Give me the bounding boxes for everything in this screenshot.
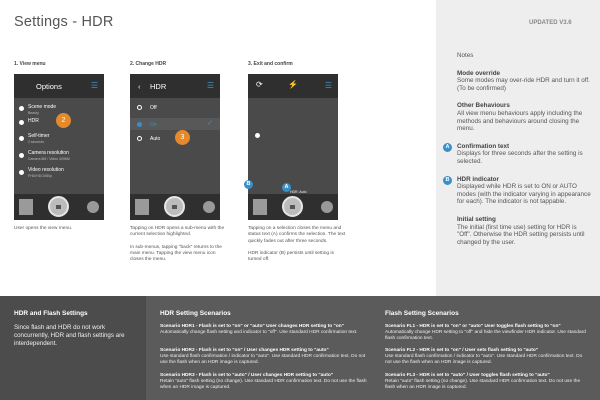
scenarios-band bbox=[0, 296, 600, 400]
menu-title: Options bbox=[36, 82, 62, 91]
menu-item-self-timer[interactable] bbox=[28, 133, 49, 144]
step-text-line: Tapping on a selection closes the menu and status text (A) confirms the selection. The text quickly fades out after three seconds. bbox=[248, 226, 346, 244]
checkmark-icon: ✓ bbox=[207, 120, 213, 127]
option-auto[interactable]: Auto bbox=[150, 136, 161, 142]
scenario-body: Use standard flash confirmation / indicator to "auto". Use standard HDR confirmation text. Do not use the flash when an HDR image is captured. bbox=[385, 354, 583, 365]
scenario-body: Automatically change HDR setting to "off" and hide the viewfinder HDR indicator. Use standard flash confirmation text. bbox=[385, 330, 586, 341]
scenario-head: Scenario HDR3 - Flash is set to "auto" / User changes HDR setting to "auto" bbox=[160, 373, 334, 378]
video-button[interactable] bbox=[87, 201, 99, 213]
scenario-body: Automatically change flash setting and indicator to "off". Use standard HDR confirmation text. bbox=[160, 330, 358, 335]
scenario-head: Scenario FL3 - HDR is set to "auto" / User toggles flash setting to "auto" bbox=[385, 373, 550, 378]
step-3-label: 3. Exit and confirm bbox=[248, 61, 293, 67]
note-body: Some modes may over-ride HDR and turn it off. (To be confirmed) bbox=[457, 77, 590, 92]
step-text-line: User opens the view menu. bbox=[14, 226, 73, 231]
menu-item-label: Self-timer bbox=[28, 133, 50, 139]
note-title: Initial setting bbox=[457, 215, 496, 223]
note-body: Displayed while HDR is set to ON or AUTO modes (with the indicator varying in appearance for each). The indicator is not tappable. bbox=[457, 183, 591, 206]
radio-on-icon bbox=[137, 122, 142, 127]
menu-item-label: Camera resolution bbox=[28, 150, 69, 156]
version-label: UPDATED V3.6 bbox=[529, 20, 572, 26]
flash-hdr-body: Since flash and HDR do not work concurrently, HDR and flash settings are interdependent. bbox=[14, 324, 125, 347]
note-title: Mode override bbox=[457, 69, 501, 77]
scenario-hdr1 bbox=[160, 324, 370, 336]
notes-heading: Notes bbox=[457, 52, 474, 59]
scenario-body: Retain "auto" flash setting (no change). Use standard HDR confirmation text. Do not use the flash when an HDR image is captured. bbox=[385, 379, 581, 390]
step-2-label: 2. Change HDR bbox=[130, 61, 167, 67]
scenario-head: Scenario HDR1 - Flash is set to "on" or "auto" User changes HDR setting to "on" bbox=[160, 324, 344, 329]
step-1-label: 1. View menu bbox=[14, 61, 46, 67]
note-other-behaviours bbox=[457, 102, 591, 132]
scenario-fl1 bbox=[385, 324, 590, 342]
note-title: Other Behaviours bbox=[457, 102, 510, 110]
scene-mode-icon bbox=[19, 106, 24, 111]
scenario-head: Scenario FL2 - HDR is set to "on" / User sets flash setting to "auto" bbox=[385, 348, 539, 353]
menu-icon[interactable]: ☰ bbox=[90, 81, 98, 90]
hdr-scenarios-title: HDR Setting Scenarios bbox=[160, 310, 231, 317]
gallery-thumbnail[interactable] bbox=[135, 199, 149, 215]
step-text-line: HDR indicator (B) persists until setting is turned off. bbox=[248, 250, 334, 263]
scenario-hdr2 bbox=[160, 348, 370, 366]
page-title: Settings - HDR bbox=[14, 14, 114, 30]
option-off[interactable]: Off bbox=[150, 105, 157, 111]
scenario-head: Scenario HDR2 - Flash is set to "on" / User changes HDR setting to "auto" bbox=[160, 348, 329, 353]
hdr-icon bbox=[19, 120, 24, 125]
step-1-description bbox=[14, 226, 114, 238]
submenu-title: HDR bbox=[150, 82, 167, 91]
note-mode-override bbox=[457, 70, 591, 93]
back-chevron-icon[interactable]: ‹ bbox=[138, 82, 141, 91]
note-initial-setting bbox=[457, 216, 591, 246]
badge-a-icon: A bbox=[282, 183, 291, 192]
camera-icon bbox=[56, 205, 61, 209]
menu-item-label: HDR bbox=[28, 118, 39, 124]
step-marker-2: 2 bbox=[56, 113, 71, 128]
status-text: HDR: Auto bbox=[290, 190, 307, 194]
radio-off-icon bbox=[137, 105, 142, 110]
badge-b-icon: B bbox=[443, 176, 452, 185]
step-3-description bbox=[248, 226, 348, 269]
menu-item-scene-mode[interactable] bbox=[28, 104, 56, 115]
phone-change-hdr bbox=[130, 74, 220, 220]
phone-exit-confirm bbox=[248, 74, 338, 220]
video-button[interactable] bbox=[321, 201, 333, 213]
menu-item-video-resolution[interactable] bbox=[28, 167, 64, 178]
note-body: The initial (first time use) setting for HDR is "Off". Otherwise the HDR setting persists until changed by the user. bbox=[457, 223, 585, 246]
scenario-head: Scenario FL1 - HDR is set to "on" or "auto" User toggles flash setting to "on" bbox=[385, 324, 561, 329]
camera-switch-icon[interactable]: ⟳ bbox=[256, 80, 263, 89]
note-title: HDR indicator bbox=[457, 175, 499, 183]
step-2-description bbox=[130, 226, 230, 269]
step-text-line: Tapping on HDR opens a sub-menu with the current selection highlighted. bbox=[130, 226, 225, 238]
flash-hdr-title: HDR and Flash Settings bbox=[14, 310, 88, 317]
note-title: Confirmation text bbox=[457, 142, 510, 150]
note-body: Displays for three seconds after the setting is selected. bbox=[457, 150, 583, 165]
flash-scenarios-title: Flash Setting Scenarios bbox=[385, 310, 459, 317]
menu-item-hdr[interactable] bbox=[28, 118, 39, 124]
note-body: All view menu behaviours apply including the methods and behaviours around closing the menu. bbox=[457, 109, 583, 133]
menu-item-sub: FHD/HD/1080p bbox=[28, 174, 52, 178]
scenario-fl2 bbox=[385, 348, 590, 366]
notes-section bbox=[445, 52, 591, 256]
scenario-body: Retain "auto" flash setting (no change). Use standard HDR confirmation text. Do not use the flash when an HDR image is captured. bbox=[160, 379, 367, 390]
gallery-thumbnail[interactable] bbox=[19, 199, 33, 215]
video-button[interactable] bbox=[203, 201, 215, 213]
scenario-body: Use standard flash confirmation / indicator to "auto". Use standard HDR confirmation text. Do not use the flash when an HDR image is captured. bbox=[160, 354, 366, 365]
step-text-line: In sub-menus, tapping "back" returns to the main menu. Tapping the view menu icon closes the menu. bbox=[130, 244, 222, 263]
badge-a-icon: A bbox=[443, 143, 452, 152]
scenario-fl3 bbox=[385, 373, 590, 391]
menu-item-label: Video resolution bbox=[28, 167, 64, 173]
flash-icon[interactable]: ⚡ bbox=[288, 80, 298, 89]
note-confirmation-text bbox=[445, 142, 591, 166]
menu-item-camera-resolution[interactable] bbox=[28, 150, 70, 161]
menu-item-sub: Camera 8M / Video 4096M bbox=[28, 157, 70, 161]
menu-icon[interactable]: ☰ bbox=[206, 81, 214, 90]
camera-resolution-icon bbox=[19, 153, 24, 158]
camera-icon bbox=[172, 205, 177, 209]
radio-auto-icon bbox=[137, 136, 142, 141]
self-timer-icon bbox=[19, 136, 24, 141]
scenario-hdr3 bbox=[160, 373, 370, 391]
note-hdr-indicator bbox=[445, 175, 591, 206]
menu-item-sub: 2 seconds bbox=[28, 140, 44, 144]
phone-view-menu bbox=[14, 74, 104, 220]
camera-icon bbox=[290, 205, 295, 209]
menu-item-sub: Beauty bbox=[28, 111, 39, 115]
badge-b-icon: B bbox=[244, 180, 253, 189]
hdr-indicator-icon bbox=[255, 133, 260, 138]
option-on[interactable]: On bbox=[150, 122, 157, 128]
video-resolution-icon bbox=[19, 170, 24, 175]
menu-icon[interactable]: ☰ bbox=[324, 81, 332, 90]
step-marker-3: 3 bbox=[175, 130, 190, 145]
menu-item-label: Scene mode bbox=[28, 104, 57, 110]
gallery-thumbnail[interactable] bbox=[253, 199, 267, 215]
